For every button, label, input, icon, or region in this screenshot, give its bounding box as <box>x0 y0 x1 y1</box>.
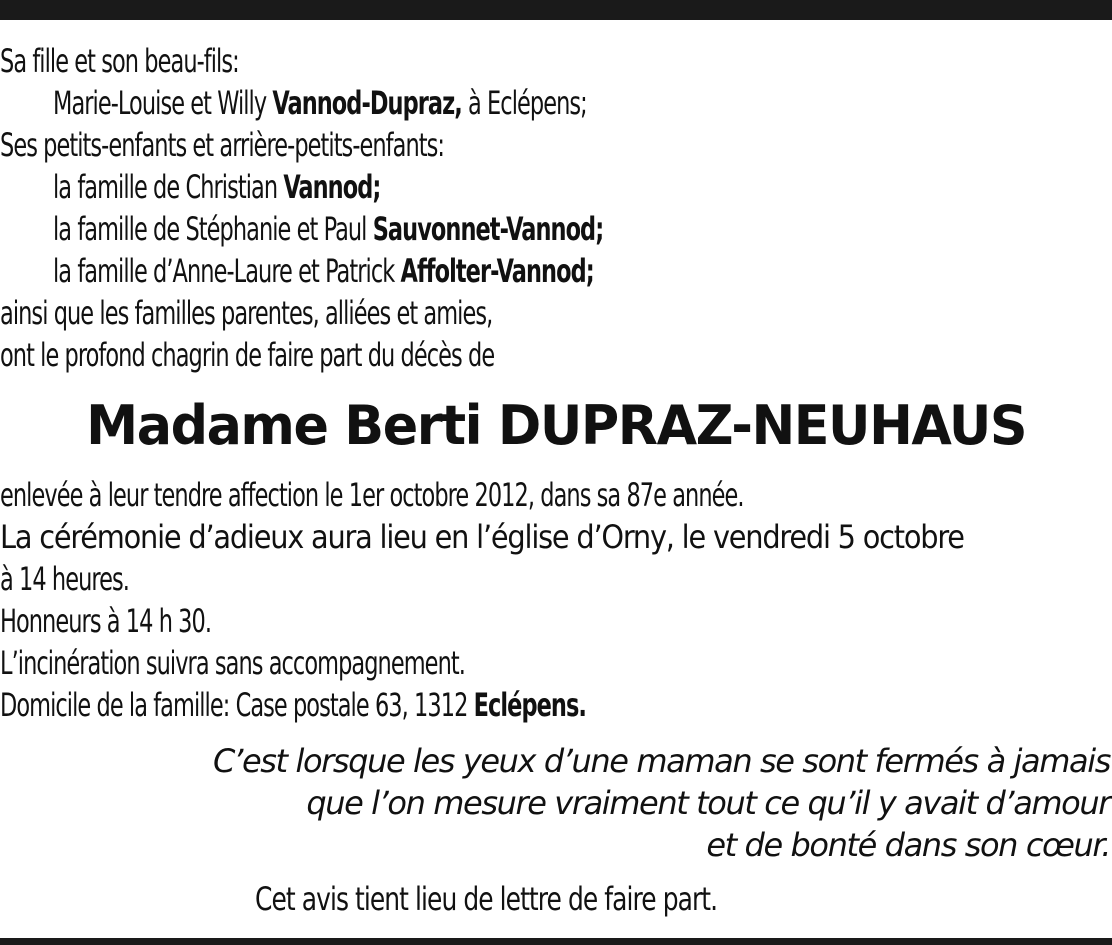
daughter-heading-text: Sa fille et son beau-fils: <box>0 42 239 80</box>
detail-line-2 <box>0 516 1112 558</box>
family-prefix: la famille d’Anne-Laure et Patrick <box>53 252 401 290</box>
detail-line-5 <box>0 642 1112 684</box>
family-line-2 <box>0 208 1112 250</box>
quote-line-3 <box>0 824 1112 866</box>
daughter-names: Marie-Louise et Willy <box>53 84 273 122</box>
daughter-line <box>0 82 1112 124</box>
closing-note-text: Cet avis tient lieu de lettre de faire part. <box>255 880 718 918</box>
detail-line-3 <box>0 558 1112 600</box>
deceased-name-text: Madame Berti DUPRAZ-NEUHAUS <box>86 394 1026 457</box>
detail-line-5-text: L’incinération suivra sans accompagnement. <box>0 644 465 682</box>
domicile-prefix: Domicile de la famille: Case postale 63, 1312 <box>0 686 474 724</box>
grandchildren-heading <box>0 124 1112 166</box>
daughter-place: à Eclépens; <box>461 84 587 122</box>
grandchildren-heading-text: Ses petits-enfants et arrière-petits-enfants: <box>0 126 445 164</box>
domicile-town: Eclépens. <box>473 686 586 724</box>
quote-line-1-text: C’est lorsque les yeux d’une maman se sont fermés à jamais <box>212 742 1110 780</box>
family-surname: Affolter-Vannod; <box>400 252 594 290</box>
family-line-2-text <box>53 208 603 250</box>
daughter-heading <box>0 40 1112 82</box>
detail-line-2-text: La cérémonie d’adieux aura lieu en l’église d’Orny, le vendredi 5 octobre <box>0 518 964 556</box>
quote-line-2 <box>0 782 1112 824</box>
family-surname: Vannod; <box>283 168 381 206</box>
memorial-quote <box>0 740 1112 866</box>
quote-line-3-text: et de bonté dans son cœur. <box>706 826 1110 864</box>
family-line-1-text <box>53 166 380 208</box>
announcement-line <box>0 334 1112 376</box>
domicile-line-text <box>0 684 586 726</box>
family-line-1 <box>0 166 1112 208</box>
obituary-notice <box>0 40 1112 920</box>
family-line-3-text <box>53 250 594 292</box>
detail-line-1-text: enlevée à leur tendre affection le 1er octobre 2012, dans sa 87e année. <box>0 476 744 514</box>
quote-line-2-text: que l’on mesure vraiment tout ce qu’il y avait d’amour <box>306 784 1110 822</box>
detail-line-1 <box>0 474 1112 516</box>
family-surname: Sauvonnet-Vannod; <box>372 210 604 248</box>
detail-line-4 <box>0 600 1112 642</box>
family-prefix: la famille de Stéphanie et Paul <box>53 210 373 248</box>
bottom-border-rule <box>0 938 1112 945</box>
daughter-surname: Vannod-Dupraz, <box>272 84 462 122</box>
daughter-line-text <box>53 82 587 124</box>
detail-line-3-text: à 14 heures. <box>0 560 129 598</box>
family-prefix: la famille de Christian <box>53 168 284 206</box>
quote-line-1 <box>0 740 1112 782</box>
family-line-3 <box>0 250 1112 292</box>
deceased-name <box>0 396 1112 456</box>
closing-note <box>0 878 1112 920</box>
announcement-line-text: ont le profond chagrin de faire part du décès de <box>0 336 495 374</box>
relatives-line-text: ainsi que les familles parentes, alliées et amies, <box>0 294 493 332</box>
domicile-line <box>0 684 1112 726</box>
top-border-rule <box>0 0 1112 20</box>
relatives-line <box>0 292 1112 334</box>
detail-line-4-text: Honneurs à 14 h 30. <box>0 602 212 640</box>
